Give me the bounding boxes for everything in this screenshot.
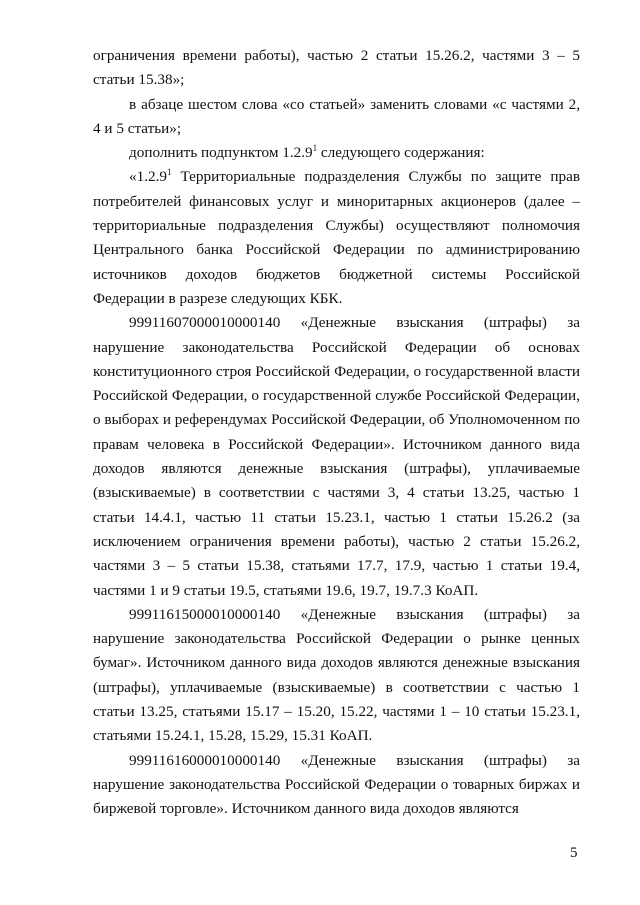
text-fragment: дополнить подпунктом 1.2.9: [129, 144, 313, 162]
text-fragment: Территориальные подразделения Службы по защите прав потребителей финансовых услуг и миноритарных акционеров (далее – территориальные подразделения Службы) осуществляют полномочия Центрального банка Российской Федерации по администрированию источников доходов бюджетов бюджетной системы Российской Федерации в разрезе следующих КБК.: [93, 168, 580, 307]
paragraph-subpoint-1-2-9-1: [93, 165, 580, 311]
text-fragment: следующего содержания:: [317, 144, 485, 162]
superscript: 1: [312, 143, 318, 154]
paragraph-continuation: ограничения времени работы), частью 2 статьи 15.26.2, частями 3 – 5 статьи 15.38»;: [93, 47, 580, 89]
page-number: 5: [570, 845, 578, 861]
paragraph-kbk-16160: 99911616000010000140 «Денежные взыскания (штрафы) за нарушение законодательства Российской Федерации о товарных биржах и биржевой торговле». Источником данного вида доходов являются: [93, 751, 580, 818]
paragraph-add-subpoint: [93, 141, 580, 165]
text-fragment: «1.2.9: [129, 168, 167, 186]
document-body: [93, 44, 580, 822]
superscript: 1: [166, 167, 172, 178]
paragraph-amendment-abzac: в абзаце шестом слова «со статьей» заменить словами «с частями 2, 4 и 5 статьи»;: [93, 95, 580, 137]
paragraph-kbk-16070: 99911607000010000140 «Денежные взыскания (штрафы) за нарушение законодательства Российской Федерации об основах конституционного строя Российской Федерации, о государственной власти Российской Федерации, о государственной службе Российской Федерации, о выборах и референдумах Российской Федерации, об Уполномоченном по правам человека в Российской Федерации». Источником данного вида доходов являются денежные взыскания (штрафы), уплачиваемые (взыскиваемые) в соответствии с частями 3, 4 статьи 13.25, частью 1 статьи 14.4.1, частью 11 статьи 15.23.1, частью 1 статьи 15.26.2 (за исключением ограничения времени работы), частью 2 статьи 15.26.2, частями 3 – 5 статьи 15.38, статьями 17.7, 17.9, частью 1 статьи 19.4, частями 1 и 9 статьи 19.5, статьями 19.6, 19.7, 19.7.3 КоАП.: [93, 314, 580, 599]
paragraph-kbk-16150: 99911615000010000140 «Денежные взыскания (штрафы) за нарушение законодательства Российской Федерации о рынке ценных бумаг». Источником данного вида доходов являются денежные взыскания (штрафы), уплачиваемые (взыскиваемые) в соответствии с частью 1 статьи 13.25, статьями 15.17 – 15.20, 15.22, частями 1 – 10 статьи 15.23.1, статьями 15.24.1, 15.28, 15.29, 15.31 КоАП.: [93, 605, 580, 745]
